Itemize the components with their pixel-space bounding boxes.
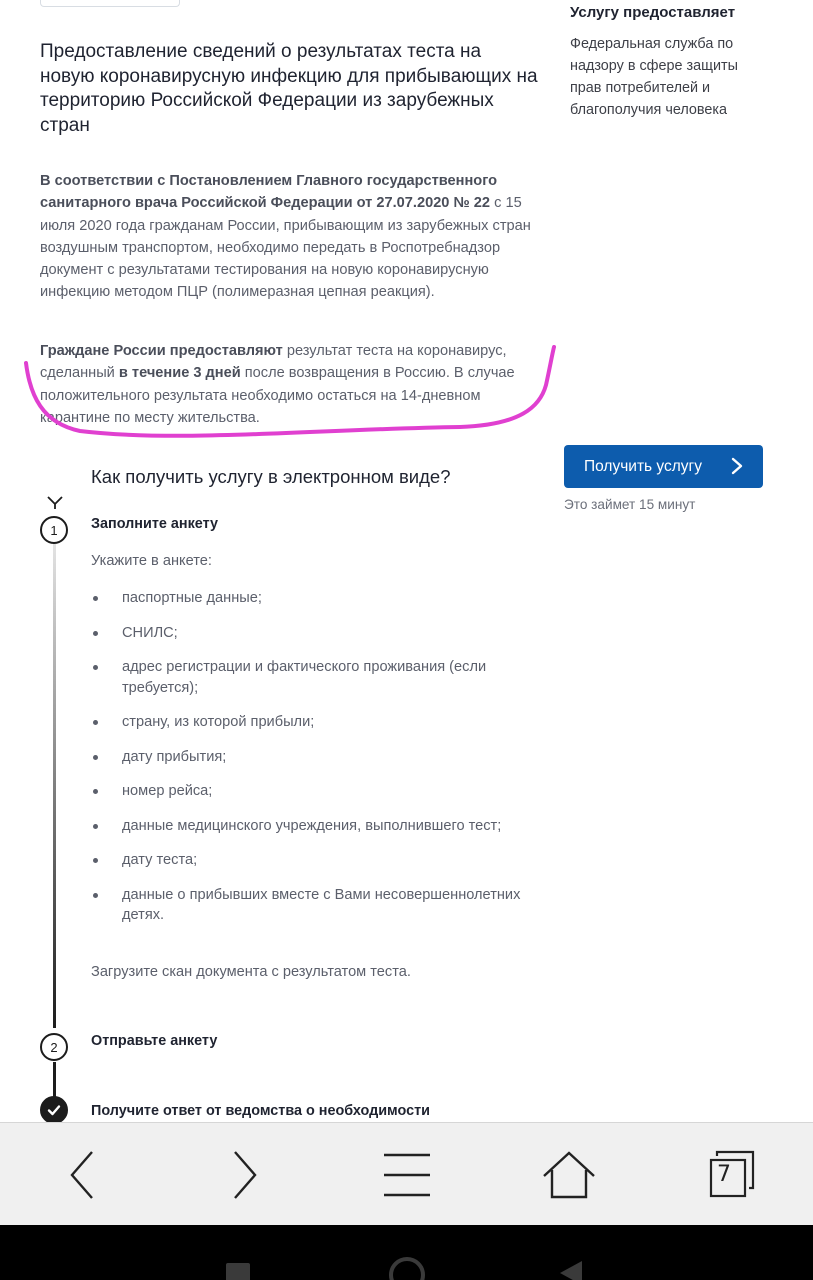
- browser-toolbar: [0, 1122, 813, 1225]
- menu-button[interactable]: [377, 1147, 437, 1203]
- home-icon: [542, 1151, 596, 1199]
- provider-title: Услугу предоставляет: [570, 4, 736, 21]
- step-intro: Укажите в анкете:: [91, 553, 212, 569]
- system-nav-bar: [0, 1225, 813, 1280]
- back-icon: [62, 1149, 102, 1201]
- tabs-count: 7: [717, 1162, 731, 1187]
- page-title: Предоставление сведений о результатах теста на новую коронавирусную инфекцию для прибывающих на территорию Российской Федерации из зарубежных стран: [40, 41, 538, 136]
- menu-icon: [382, 1152, 432, 1198]
- step-done-3: [40, 1096, 68, 1122]
- upload-note: Загрузите скан документа с результатом теста.: [91, 964, 411, 980]
- get-service-label: Получить услугу: [584, 457, 702, 475]
- tabs-button[interactable]: [700, 1147, 760, 1203]
- list-item: дату прибытия;: [91, 747, 521, 768]
- step-connector: [53, 1062, 56, 1098]
- arrow-down-icon: [46, 495, 66, 509]
- home-button[interactable]: [539, 1147, 599, 1203]
- list-item: адрес регистрации и фактического проживания (если требуется);: [91, 657, 521, 698]
- list-item: паспортные данные;: [91, 588, 521, 609]
- citizens-text-2: после возвращения в Россию. В случае положительного результата необходимо остаться на 14-дневном карантине по месту жительства.: [40, 365, 515, 426]
- list-item: данные о прибывших вместе с Вами несовершеннолетних детях.: [91, 885, 521, 926]
- citizens-bold: Граждане России предоставляют: [40, 343, 283, 359]
- list-item: номер рейса;: [91, 781, 521, 802]
- step-number-2: 2: [40, 1033, 68, 1061]
- back-system-button[interactable]: [560, 1261, 582, 1280]
- provider-name: Федеральная служба по надзору в сфере защиты прав потребителей и благополучия человека: [570, 36, 738, 118]
- regulation-bold: В соответствии с Постановлением Главного государственного санитарного врача Российской Федерации от 27.07.2020 № 22: [40, 173, 498, 212]
- top-control-edge[interactable]: [40, 0, 180, 7]
- forward-icon: [225, 1149, 265, 1201]
- checkmark-icon: [46, 1102, 62, 1118]
- get-service-button[interactable]: [564, 445, 763, 488]
- recents-button[interactable]: [226, 1263, 250, 1280]
- required-data-list: [91, 588, 521, 940]
- howto-title: Как получить услугу в электронном виде?: [91, 466, 451, 487]
- list-item: СНИЛС;: [91, 623, 521, 644]
- forward-button[interactable]: [215, 1147, 275, 1203]
- citizens-paragraph: [40, 340, 535, 429]
- list-item: дату теста;: [91, 850, 521, 871]
- list-item: страну, из которой прибыли;: [91, 712, 521, 733]
- chevron-right-icon: [727, 456, 747, 476]
- citizens-text-1: результат теста на коронавирус, сделанный: [40, 343, 507, 382]
- step-number-1: 1: [40, 516, 68, 544]
- list-item: данные медицинского учреждения, выполнившего тест;: [91, 816, 521, 837]
- step-connector: [53, 544, 56, 1028]
- citizens-deadline: в течение 3 дней: [118, 365, 241, 382]
- back-button[interactable]: [52, 1147, 112, 1203]
- home-system-button[interactable]: [389, 1257, 425, 1280]
- regulation-text: с 15 июля 2020 года гражданам России, прибывающим из зарубежных стран воздушным транспортом, необходимо передать в Роспотребнадзор документ с результатами тестирования на новую коронавирусную инфекцию методом ПЦР (полимеразная цепная реакция).: [40, 195, 531, 301]
- duration-note: Это займет 15 минут: [564, 497, 696, 512]
- step-title-1: Заполните анкету: [91, 516, 218, 532]
- regulation-paragraph: [40, 170, 535, 304]
- step-title-3: Получите ответ от ведомства о необходимости: [91, 1103, 430, 1119]
- step-title-2: Отправьте анкету: [91, 1033, 218, 1049]
